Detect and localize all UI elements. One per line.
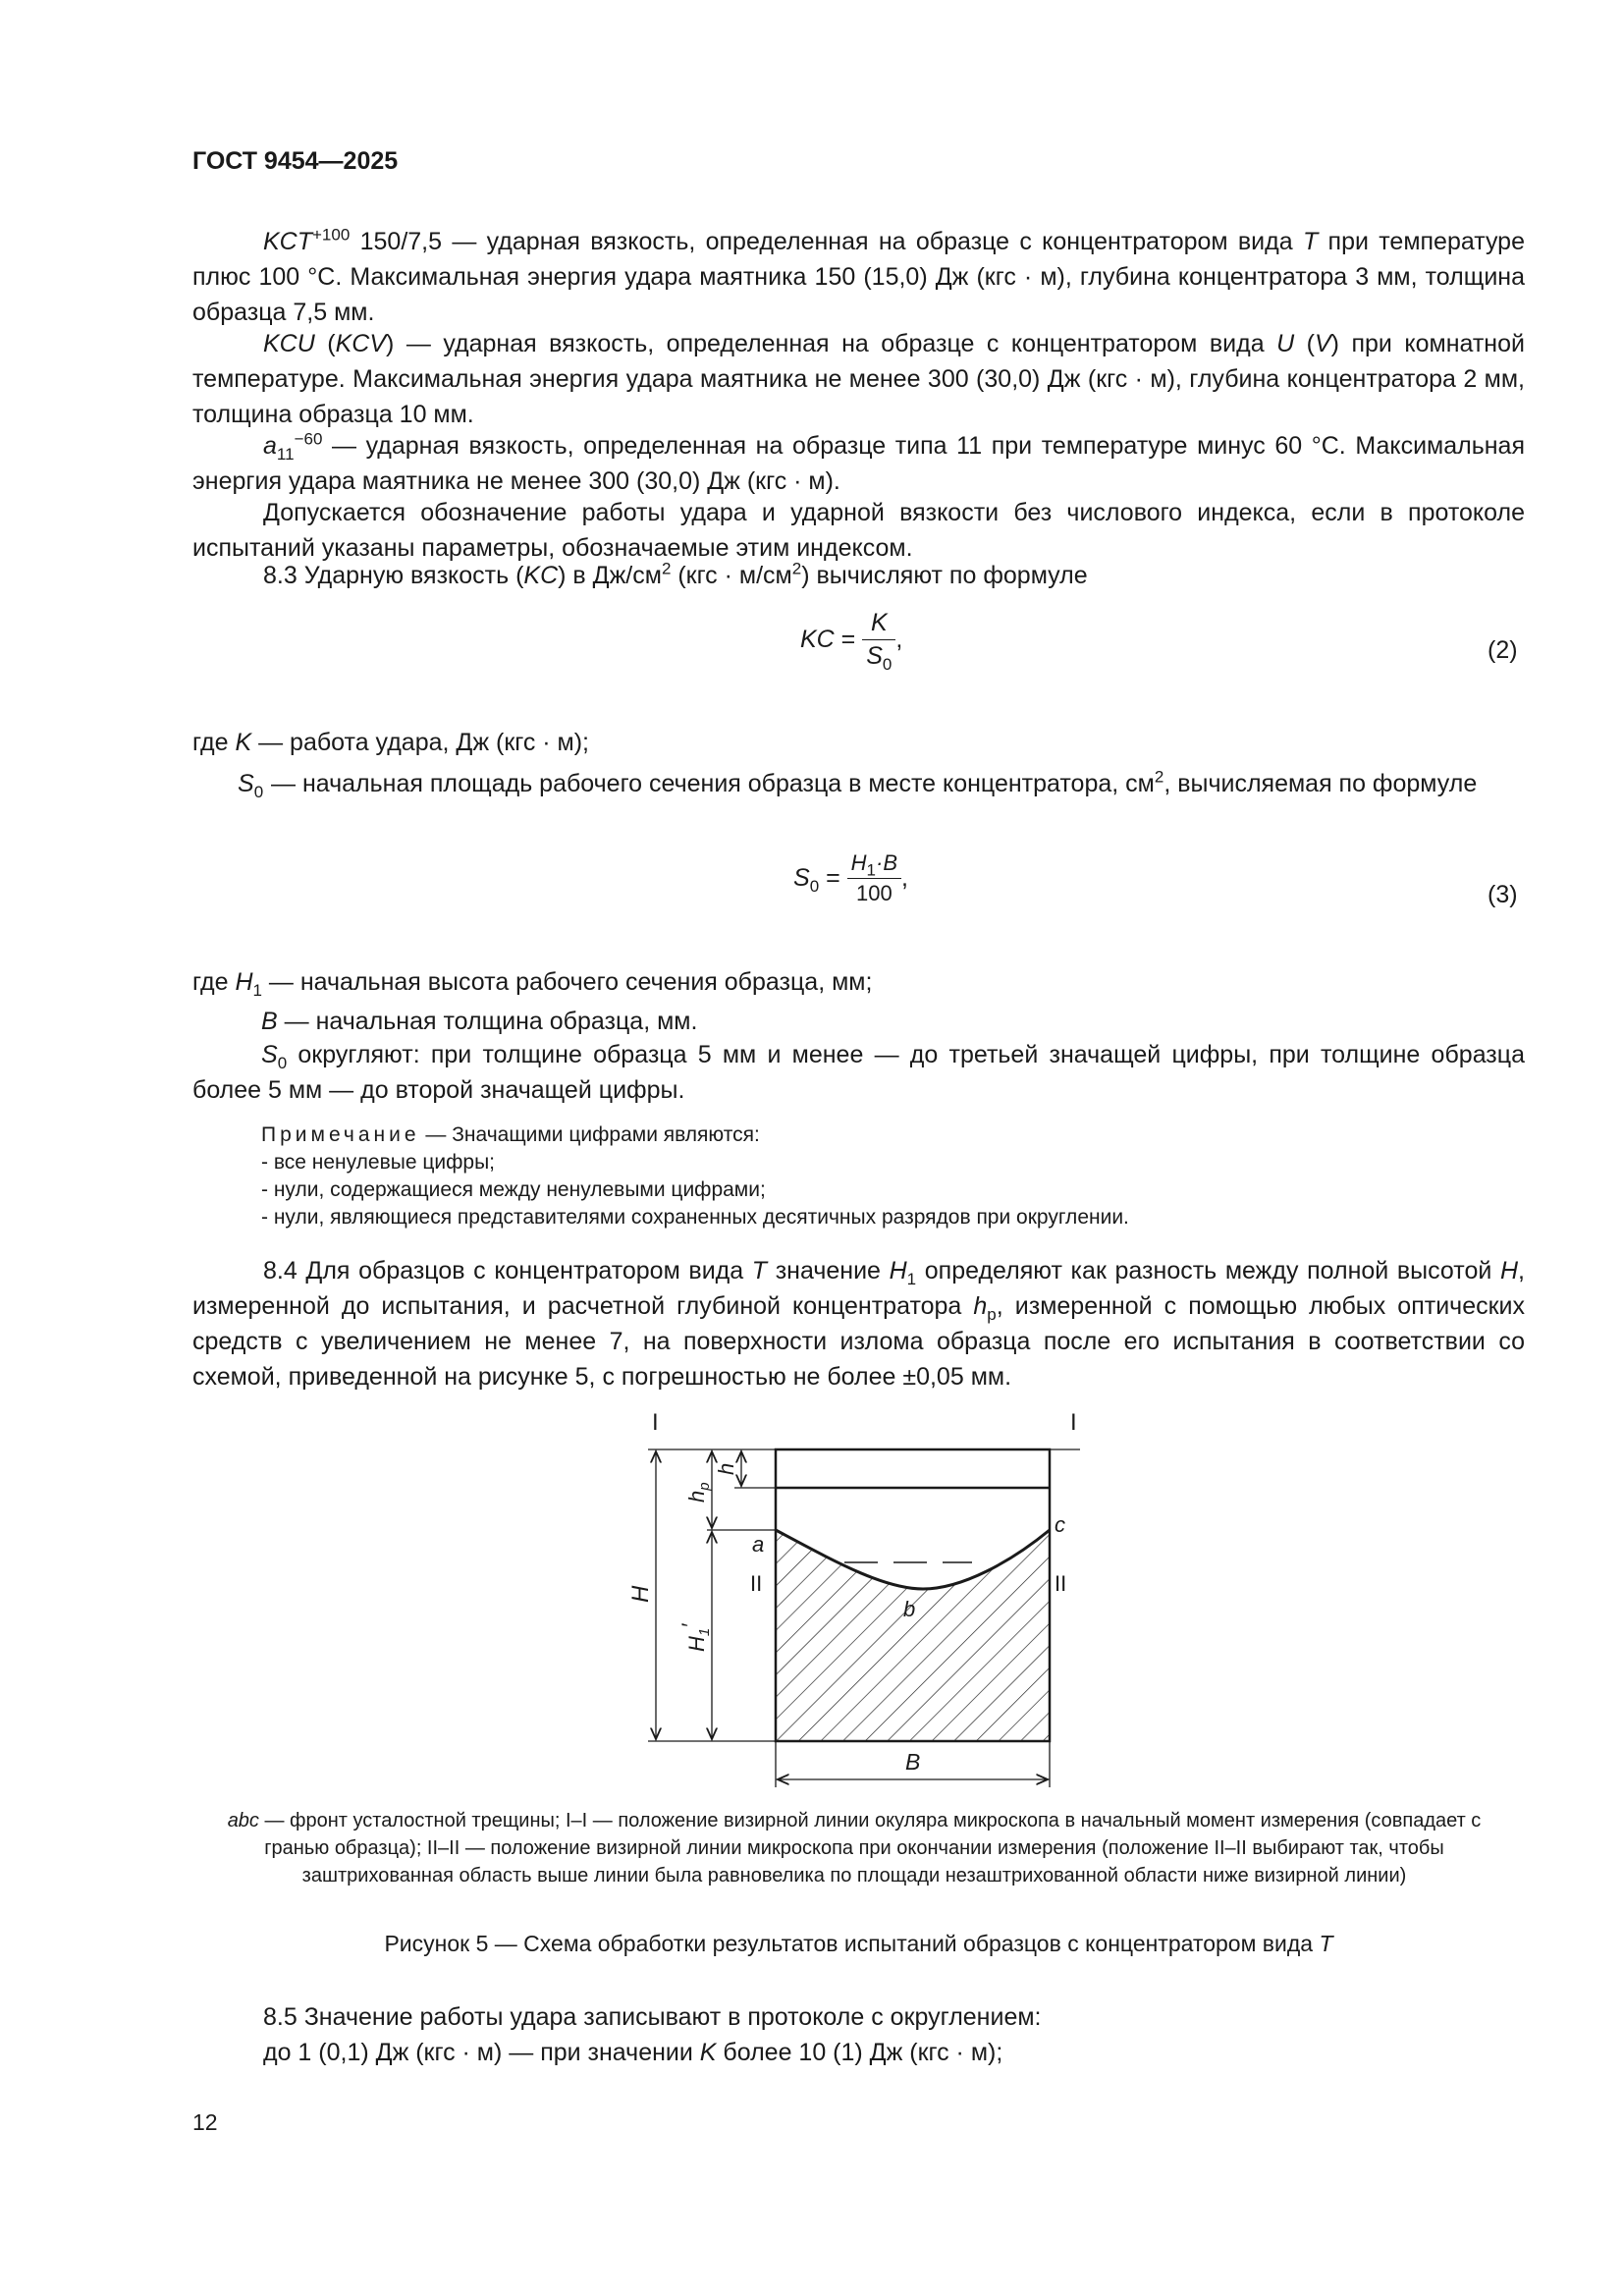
note-item: - все ненулевые цифры; bbox=[261, 1151, 496, 1174]
note: Примечание — Значащими цифрами являются: - все ненулевые цифры; - нули, содержащиеся между ненулевыми цифрами; - нули, являющиеся представителями сохраненных десятичных разрядов при округлении. bbox=[261, 1121, 1518, 1231]
where-s0-symbol: $S_0$ bbox=[238, 770, 264, 801]
formula-2: KC = $\frac{K}{S_0}$ , bbox=[800, 609, 903, 674]
label-H1-prime: $H_1'$ bbox=[677, 1623, 713, 1652]
paragraph-s0-rounding: $S_0$ округляют: при толщине образца 5 мм и менее — до третьей значащей цифры, при толщине образца более 5 мм — до второй значащей цифры. bbox=[192, 1041, 1525, 1104]
where-h1: где $H_1$ — начальная высота рабочего сечения образца, мм; bbox=[192, 968, 873, 1000]
document-header: ГОСТ 9454—2025 bbox=[192, 147, 399, 175]
paragraph-8-3: 8.3 Ударную вязкость (KC) в $Дж/см^2$ $(кгс \cdot м/см^2)$ вычисляют по формуле bbox=[263, 559, 1088, 589]
note-item: - нули, содержащиеся между ненулевыми цифрами; bbox=[261, 1178, 766, 1201]
label-II-right: II bbox=[1055, 1571, 1067, 1596]
label-b: b bbox=[903, 1597, 916, 1621]
note-item: - нули, являющиеся представителями сохраненных десятичных разрядов при округлении. bbox=[261, 1206, 1129, 1229]
paragraph-designation: Допускается обозначение работы удара и ударной вязкости без числового индекса, если в протоколе испытаний указаны параметры, обозначаемые этим индексом. bbox=[192, 499, 1525, 562]
label-a: a bbox=[752, 1532, 765, 1557]
formula-2-number: (2) bbox=[1488, 636, 1518, 664]
figure-title: Рисунок 5 — Схема обработки результатов испытаний образцов с концентратором вида T bbox=[384, 1931, 1333, 1956]
figure-5-diagram bbox=[589, 1394, 1139, 1807]
label-B: B bbox=[905, 1749, 921, 1775]
label-I-right: I bbox=[1070, 1409, 1077, 1436]
formula-3-number: (3) bbox=[1488, 881, 1518, 908]
paragraph-kct: $KCT^{+100}$ 150/7,5 — ударная вязкость, определенная на образце с концентратором вида T при температуре плюс 100 °С. Максимальная энергия удара маятника 150 (15,0) Дж (кгс · м), глубина концентратора 3 мм, толщина образца 7,5 мм. bbox=[192, 225, 1525, 326]
label-h: h bbox=[714, 1462, 738, 1475]
formula-3: $S_0$ = $\frac{H_1\cdot B}{100}$ , bbox=[793, 850, 908, 905]
label-c: c bbox=[1055, 1512, 1065, 1537]
label-I-left: I bbox=[652, 1409, 659, 1436]
where-b: B — начальная толщина образца, мм. bbox=[261, 1008, 698, 1035]
paragraph-kcu: KCU (KCV) — ударная вязкость, определенная на образце с концентратором вида U (V) при комнатной температуре. Максимальная энергия удара маятника не менее 300 (30,0) Дж (кгс · м), глубина концентратора 2 мм, толщина образца 10 мм. bbox=[192, 330, 1525, 428]
note-label: Примечание bbox=[261, 1123, 420, 1146]
label-hp: $h_p$ bbox=[684, 1482, 713, 1503]
figure-caption: abc — фронт усталостной трещины; I–I — положение визирной линии окуляра микроскопа в начальный момент измерения (совпадает с гранью образца); II–II — положение визирной линии микроскопа при окончании измерения (положение II–II выбирают так, чтобы заштрихованная область выше линии была равновелика по площади незаштрихованной области ниже визирной линии) bbox=[227, 1810, 1482, 1886]
paragraph-a11: $a_{11}^{-60}$ — ударная вязкость, определенная на образце типа 11 при температуре минус 60 °С. Максимальная энергия удара маятника не менее 300 (30,0) Дж (кгс · м). bbox=[192, 429, 1525, 495]
where-k: где K — работа удара, Дж (кгс · м); bbox=[192, 729, 590, 756]
paragraph-8-5-rounding: до 1 (0,1) Дж (кгс · м) — при значении K более 10 (1) Дж (кгс · м); bbox=[263, 2039, 1003, 2066]
where-s0-text: — начальная площадь рабочего сечения образца в месте концентратора, $см^2$, вычисляемая по формуле bbox=[271, 767, 1478, 797]
paragraph-8-4: 8.4 Для образцов с концентратором вида T значение $H_1$ определяют как разность между полной высотой H, измеренной до испытания, и расчетной глубиной концентратора $h_p$, измеренной с помощью любых оптических средств с увеличением не менее 7, на поверхности излома образца после его испытания в соответствии со схемой, приведенной на рисунке 5, с погрешностью не более ±0,05 мм. bbox=[192, 1257, 1525, 1391]
label-II-left: II bbox=[750, 1571, 763, 1596]
page-number: 12 bbox=[192, 2109, 218, 2135]
label-H: H bbox=[627, 1585, 654, 1603]
paragraph-8-5: 8.5 Значение работы удара записывают в протоколе с округлением: bbox=[263, 2003, 1042, 2031]
